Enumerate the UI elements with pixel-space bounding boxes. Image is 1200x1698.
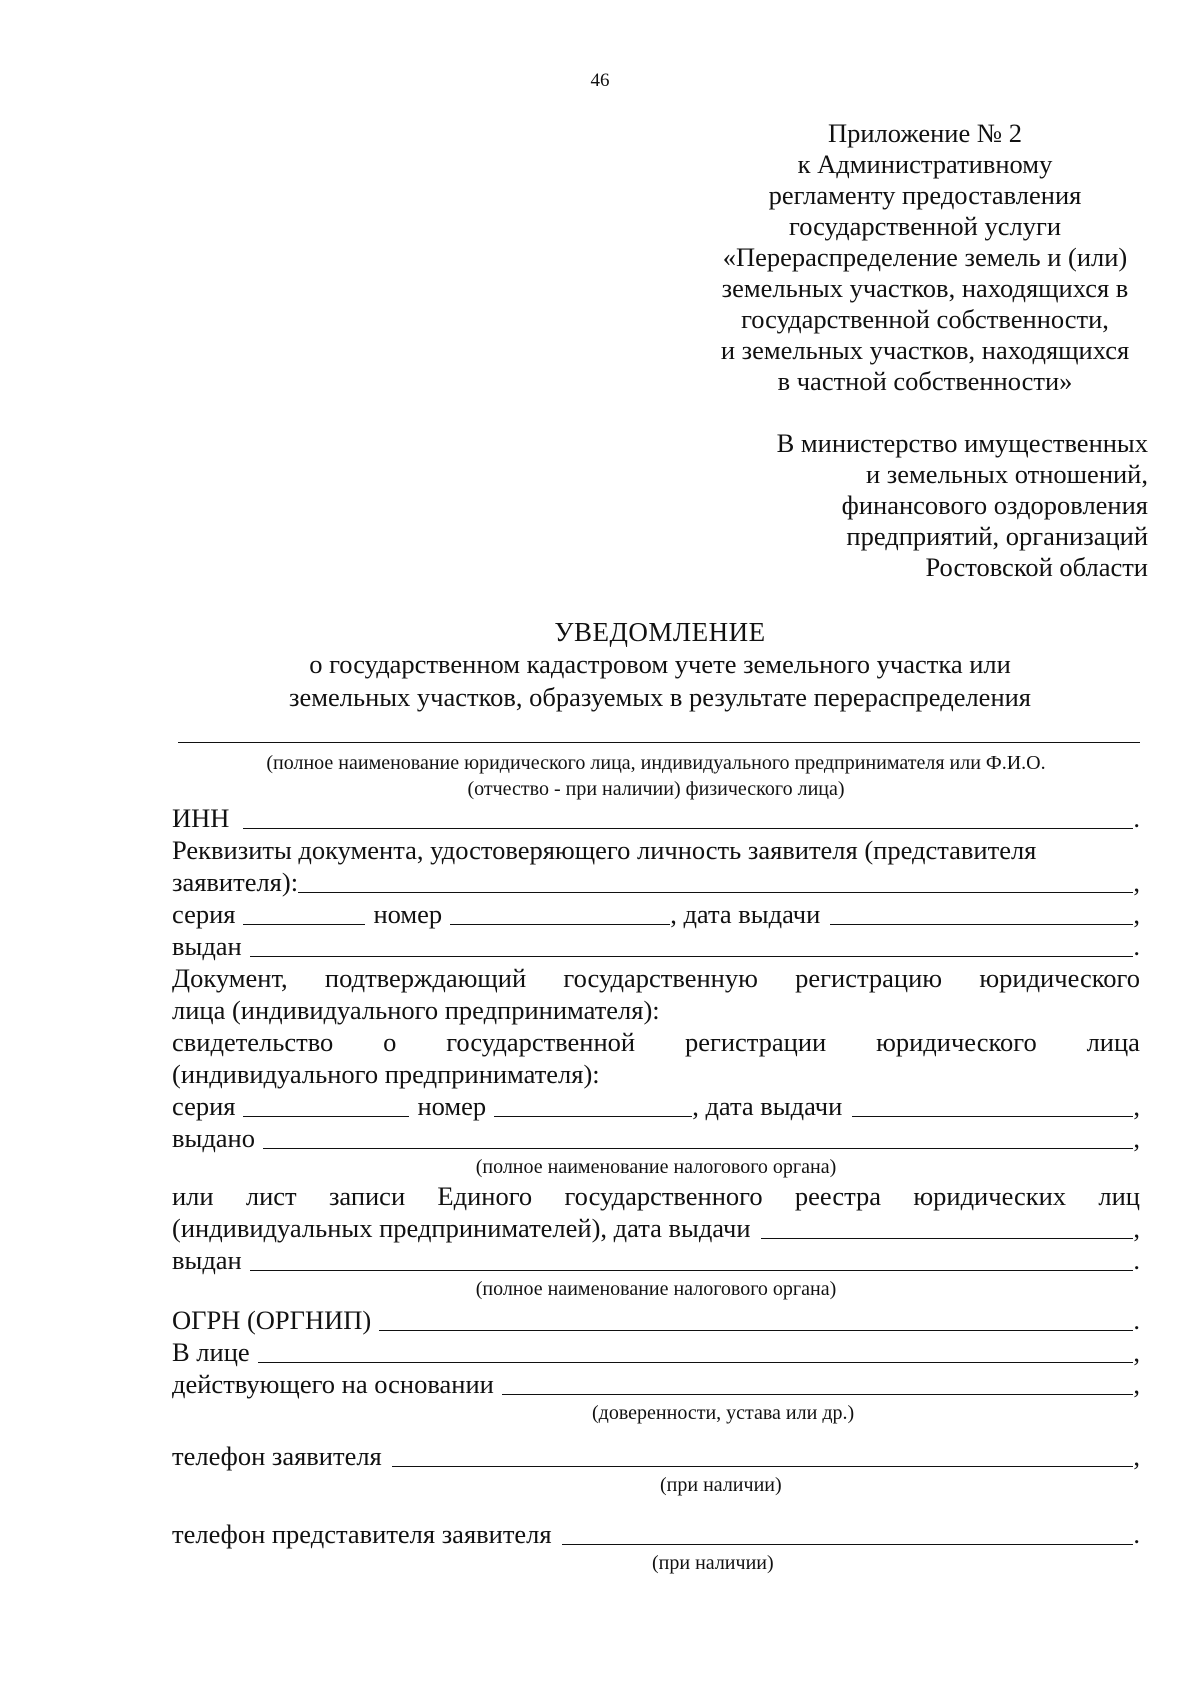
word: лица bbox=[1086, 1027, 1140, 1057]
appendix-header bbox=[700, 118, 1150, 397]
punct: , bbox=[1133, 1123, 1140, 1153]
addressee-line: и земельных отношений, bbox=[866, 459, 1148, 489]
addressee-block bbox=[680, 428, 1148, 583]
optional-hint: (при наличии) bbox=[660, 1474, 782, 1496]
word: юридического bbox=[876, 1027, 1037, 1057]
word: регистрацию bbox=[795, 963, 943, 993]
word: Документ, bbox=[172, 963, 288, 993]
word: государственного bbox=[564, 1181, 763, 1211]
reg-document-label bbox=[172, 962, 1140, 994]
word: лиц bbox=[1098, 1181, 1140, 1211]
id-series-field[interactable] bbox=[243, 899, 365, 925]
egr-record-label bbox=[172, 1180, 1140, 1212]
page-number: 46 bbox=[590, 70, 610, 91]
word: регистрации bbox=[684, 1027, 827, 1057]
appendix-line: «Перераспределение земель и (или) bbox=[722, 242, 1128, 272]
series-label: серия bbox=[172, 899, 236, 929]
word: о bbox=[383, 1027, 397, 1057]
punct: , bbox=[1133, 867, 1140, 897]
series-label: серия bbox=[172, 1091, 236, 1121]
number-label: номер bbox=[373, 899, 443, 929]
notification-form bbox=[172, 710, 1140, 1576]
issued-by-label: выдан bbox=[172, 931, 242, 961]
punct: . bbox=[1133, 1519, 1140, 1549]
punct: . bbox=[1133, 1245, 1140, 1275]
word: или bbox=[172, 1181, 214, 1211]
issued-by-label: выдан bbox=[172, 1245, 242, 1275]
word: лист bbox=[245, 1181, 297, 1211]
word: записи bbox=[328, 1181, 406, 1211]
id-document-field[interactable] bbox=[298, 867, 1133, 893]
addressee-line: В министерство имущественных bbox=[776, 428, 1148, 458]
issue-date-label: , дата выдачи bbox=[692, 1091, 843, 1121]
representative-phone-field[interactable] bbox=[562, 1519, 1134, 1545]
addressee-line: Ростовской области bbox=[925, 552, 1148, 582]
appendix-line: государственной услуги bbox=[788, 211, 1062, 241]
subtitle-line: о государственном кадастровом учете земельного участка или bbox=[309, 649, 1011, 679]
id-number-field[interactable] bbox=[450, 899, 670, 925]
addressee-line: финансового оздоровления bbox=[841, 490, 1148, 520]
number-label: номер bbox=[417, 1091, 487, 1121]
punct: . bbox=[1133, 931, 1140, 961]
appendix-line: земельных участков, находящихся в bbox=[721, 273, 1129, 303]
word: Единого bbox=[437, 1181, 533, 1211]
word: государственную bbox=[563, 963, 758, 993]
applicant-name-field[interactable] bbox=[178, 717, 1140, 743]
punct: , bbox=[1133, 899, 1140, 929]
applicant-name-hint-cont: (отчество - при наличии) физического лица) bbox=[467, 778, 845, 800]
punct: , bbox=[1133, 1213, 1140, 1243]
issue-date-label: , дата выдачи bbox=[670, 899, 821, 929]
representative-label: В лице bbox=[172, 1337, 250, 1367]
inn-label: ИНН bbox=[172, 803, 230, 833]
cert-series-field[interactable] bbox=[243, 1091, 409, 1117]
punct: , bbox=[1133, 1337, 1140, 1367]
issued-neuter-label: выдано bbox=[172, 1123, 255, 1153]
document-subtitle bbox=[0, 648, 1200, 714]
cert-issue-date-field[interactable] bbox=[852, 1091, 1133, 1117]
tax-authority-hint: (полное наименование налогового органа) bbox=[475, 1156, 837, 1178]
word: подтверждающий bbox=[324, 963, 527, 993]
cert-issued-by-field[interactable] bbox=[263, 1123, 1133, 1149]
representative-phone-label: телефон представителя заявителя bbox=[172, 1519, 552, 1549]
id-issued-by-field[interactable] bbox=[250, 931, 1134, 957]
egr-issue-date-field[interactable] bbox=[761, 1213, 1134, 1239]
basis-label: действующего на основании bbox=[172, 1369, 494, 1399]
ogrn-label: ОГРН (ОРГНИП) bbox=[172, 1305, 372, 1335]
appendix-line: и земельных участков, находящихся bbox=[720, 335, 1130, 365]
applicant-phone-field[interactable] bbox=[392, 1441, 1134, 1467]
document-title: УВЕДОМЛЕНИЕ bbox=[554, 617, 766, 647]
subtitle-line: земельных участков, образуемых в результате перераспределения bbox=[289, 682, 1031, 712]
id-document-label-cont: заявителя): bbox=[172, 867, 299, 897]
cert-number-field[interactable] bbox=[494, 1091, 692, 1117]
certificate-label bbox=[172, 1026, 1140, 1058]
inn-field[interactable] bbox=[243, 803, 1133, 829]
appendix-line: в частной собственности» bbox=[777, 366, 1073, 396]
id-issue-date-field[interactable] bbox=[830, 899, 1133, 925]
word: реестра bbox=[794, 1181, 882, 1211]
word: юридического bbox=[979, 963, 1140, 993]
tax-authority-hint: (полное наименование налогового органа) bbox=[475, 1278, 837, 1300]
punct: , bbox=[1133, 1441, 1140, 1471]
representative-field[interactable] bbox=[258, 1337, 1134, 1363]
reg-document-label-cont: лица (индивидуального предпринимателя): bbox=[172, 995, 660, 1025]
applicant-phone-label: телефон заявителя bbox=[172, 1441, 382, 1471]
optional-hint: (при наличии) bbox=[652, 1552, 774, 1574]
appendix-line: государственной собственности, bbox=[741, 304, 1109, 334]
basis-hint: (доверенности, устава или др.) bbox=[592, 1402, 855, 1424]
punct: . bbox=[1133, 1305, 1140, 1335]
word: юридических bbox=[913, 1181, 1067, 1211]
word: свидетельство bbox=[172, 1027, 334, 1057]
punct: . bbox=[1133, 803, 1140, 833]
appendix-line: Приложение № 2 bbox=[827, 118, 1022, 148]
applicant-name-hint: (полное наименование юридического лица, индивидуального предпринимателя или Ф.И.О. bbox=[266, 752, 1046, 774]
punct: , bbox=[1133, 1091, 1140, 1121]
word: государственной bbox=[446, 1027, 636, 1057]
ogrn-field[interactable] bbox=[379, 1305, 1133, 1331]
egr-issued-by-field[interactable] bbox=[250, 1245, 1134, 1271]
appendix-line: к Административному bbox=[797, 149, 1053, 179]
id-document-label: Реквизиты документа, удостоверяющего личность заявителя (представителя bbox=[172, 835, 1037, 865]
punct: , bbox=[1133, 1369, 1140, 1399]
egr-record-label-cont: (индивидуальных предпринимателей), дата выдачи bbox=[172, 1213, 751, 1243]
certificate-label-cont: (индивидуального предпринимателя): bbox=[172, 1059, 600, 1089]
basis-field[interactable] bbox=[502, 1369, 1134, 1395]
appendix-line: регламенту предоставления bbox=[768, 180, 1082, 210]
addressee-line: предприятий, организаций bbox=[846, 521, 1148, 551]
